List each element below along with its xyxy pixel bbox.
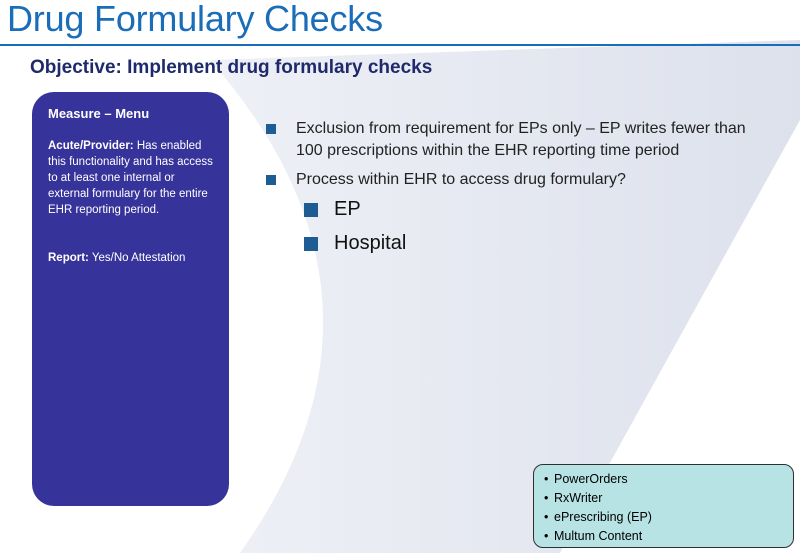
measure-panel <box>32 92 229 506</box>
square-bullet-icon <box>304 203 318 217</box>
bullet-text: Exclusion from requirement for EPs only – EP writes fewer than 100 prescriptions within the EHR reporting time period <box>296 120 746 159</box>
square-bullet-icon <box>304 237 318 251</box>
measure-heading: Measure – Menu <box>48 106 150 121</box>
title-divider <box>0 44 800 46</box>
list-item-text: ePrescribing (EP) <box>554 510 652 524</box>
sub-bullet-text: EP <box>334 198 361 220</box>
report-value: Yes/No Attestation <box>91 252 186 264</box>
report-text <box>48 250 213 266</box>
list-item: • RxWriter <box>544 491 603 505</box>
acute-provider-description: Has enabled this functionality and has access to at least one internal or external formulary for the entire EHR reporting period. <box>48 140 213 216</box>
bullet-list <box>266 118 766 266</box>
systems-list <box>544 470 783 546</box>
acute-provider-label: Acute/Provider: <box>48 140 134 152</box>
page-title: Drug Formulary Checks <box>7 0 383 39</box>
systems-callout <box>533 464 794 548</box>
acute-provider-text <box>48 138 213 218</box>
sub-bullet-item <box>304 232 766 255</box>
list-item: • PowerOrders <box>544 472 628 486</box>
sub-bullet-item <box>304 198 766 221</box>
bullet-item <box>266 118 766 162</box>
list-item-text: PowerOrders <box>554 472 628 486</box>
list-item-text: RxWriter <box>554 491 603 505</box>
report-label: Report: <box>48 252 89 264</box>
list-item-text: Multum Content <box>554 529 643 543</box>
bullet-item <box>266 169 766 191</box>
bullet-text: Process within EHR to access drug formulary? <box>296 171 626 188</box>
list-item: • ePrescribing (EP) <box>544 510 652 524</box>
square-bullet-icon <box>266 124 276 134</box>
objective-heading: Objective: Implement drug formulary checks <box>30 57 433 78</box>
sub-bullet-text: Hospital <box>334 232 407 254</box>
list-item: • Multum Content <box>544 529 643 543</box>
square-bullet-icon <box>266 175 276 185</box>
